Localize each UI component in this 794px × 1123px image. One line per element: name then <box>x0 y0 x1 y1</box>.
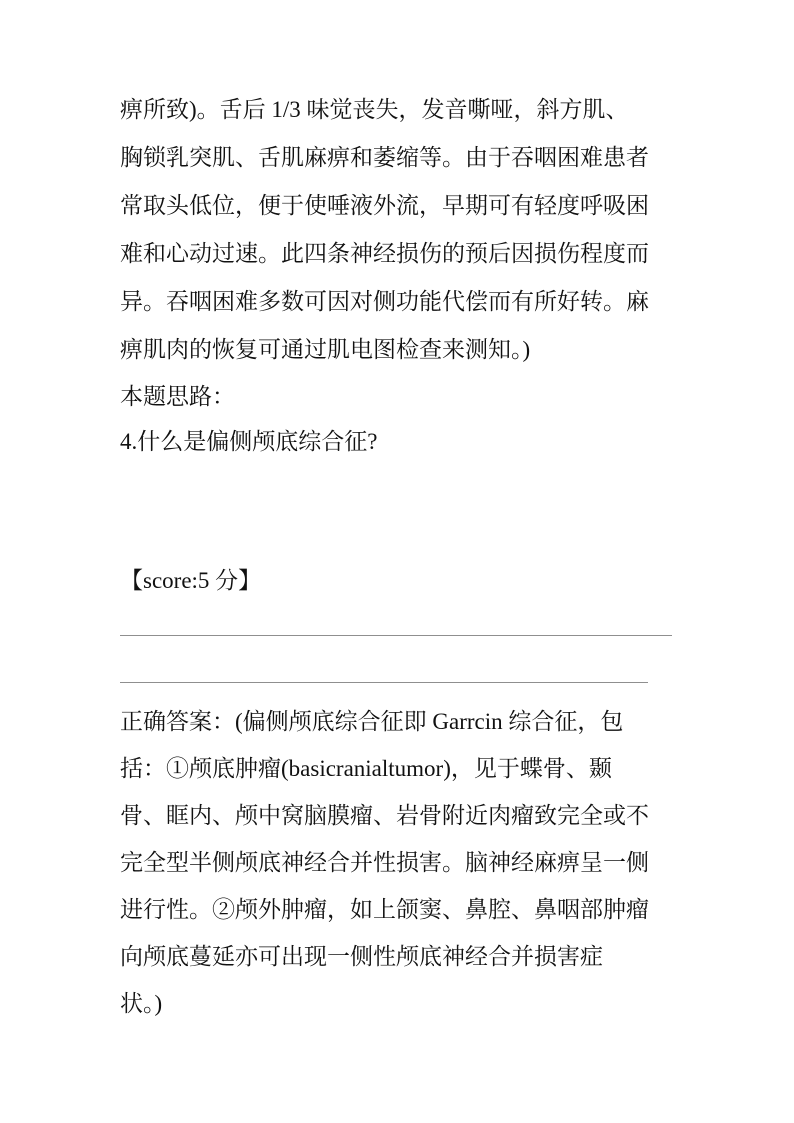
previous-answer-paragraph <box>120 86 760 374</box>
score-label: 【score:5 分】 <box>120 568 262 593</box>
thought-label: 本题思路： <box>120 384 235 409</box>
text-line: 难和心动过速。此四条神经损伤的预后因损伤程度而 <box>120 241 649 266</box>
text-line: 正确答案：(偏侧颅底综合征即 Garrcin 综合征，包 <box>120 709 624 734</box>
text-line: 括：①颅底肿瘤(basicranialtumor)，见于蝶骨、颞 <box>120 756 612 781</box>
text-line: 向颅底蔓延亦可出现一侧性颅底神经合并损害症 <box>120 944 603 969</box>
text-line: 进行性。②颅外肿瘤，如上颌窦、鼻腔、鼻咽部肿瘤 <box>120 897 649 922</box>
text-line: 痹肌肉的恢复可通过肌电图检查来测知。) <box>120 337 531 362</box>
question-section <box>120 374 760 464</box>
text-line: 状。) <box>120 991 163 1016</box>
text-line: 骨、眶内、颅中窝脑膜瘤、岩骨附近肉瘤致完全或不 <box>120 803 649 828</box>
correct-answer-paragraph <box>120 698 760 1027</box>
text-line: 常取头低位，便于使唾液外流，早期可有轻度呼吸困 <box>120 193 649 218</box>
answer-underline <box>120 682 648 683</box>
text-line: 痹所致)。舌后 1/3 味觉丧失，发音嘶哑，斜方肌、 <box>120 97 629 122</box>
question-text: 4.什么是偏侧颅底综合征? <box>120 429 378 454</box>
text-line: 异。吞咽困难多数可因对侧功能代偿而有所好转。麻 <box>120 289 649 314</box>
text-line: 胸锁乳突肌、舌肌麻痹和萎缩等。由于吞咽困难患者 <box>120 145 649 170</box>
score-section <box>120 558 760 604</box>
text-line: 完全型半侧颅底神经合并性损害。脑神经麻痹呈一侧 <box>120 850 649 875</box>
answer-underline <box>120 635 672 636</box>
